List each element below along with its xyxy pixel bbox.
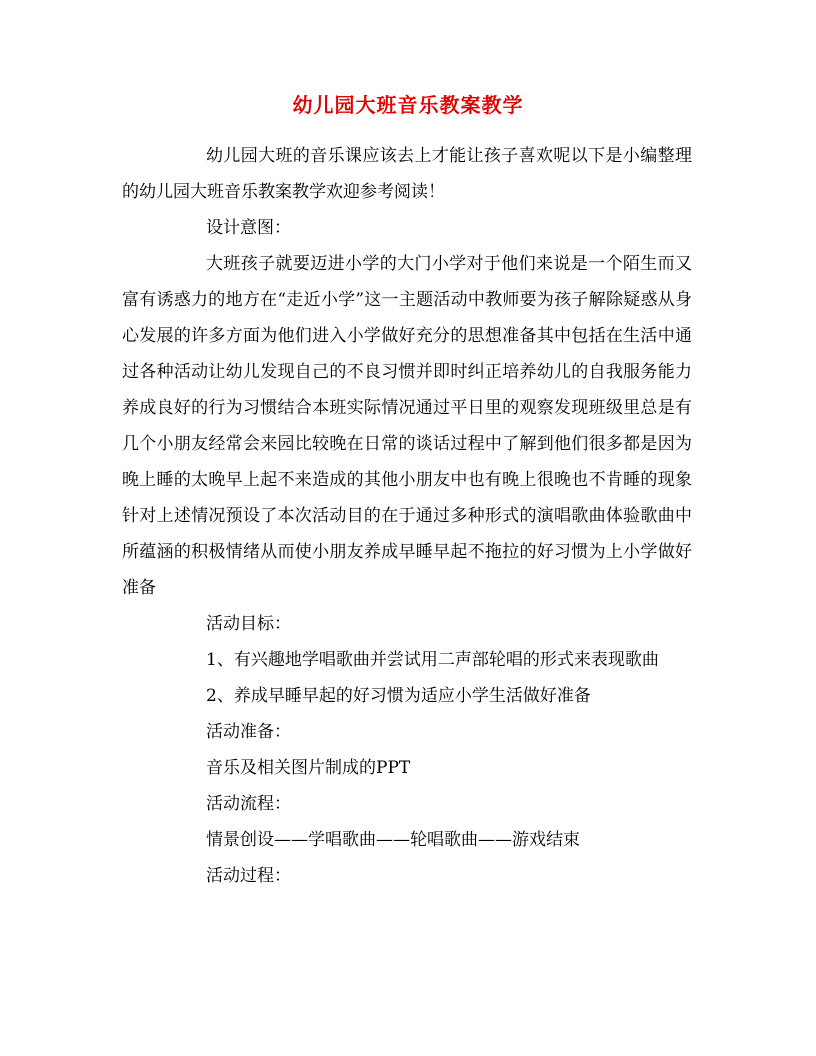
document-body (122, 138, 692, 894)
activity-process-heading: 活动过程： (206, 866, 291, 886)
activity-preparation-heading: 活动准备： (206, 722, 291, 742)
activity-flow-heading: 活动流程： (206, 794, 291, 814)
document-title: 幼儿园大班音乐教案教学 (292, 93, 524, 117)
goal-item-2: 2、养成早睡早起的好习惯为适应小学生活做好准备 (206, 686, 591, 706)
activity-preparation-text: 音乐及相关图片制成的PPT (206, 758, 411, 778)
design-intent-heading: 设计意图： (206, 218, 291, 238)
activity-goals-heading: 活动目标： (206, 614, 291, 634)
design-intent-paragraph: 大班孩子就要迈进小学的大门小学对于他们来说是一个陌生而又富有诱惑力的地方在“走近小学”这一主题活动中教师要为孩子解除疑惑从身心发展的许多方面为他们进入小学做好充分的思想准备其中包括在生活中通过各种活动让幼儿发现自己的不良习惯并即时纠正培养幼儿的自我服务能力养成良好的行为习惯结合本班实际情况通过平日里的观察发现班级里总是有几个小朋友经常会来园比较晚在日常的谈话过程中了解到他们很多都是因为晚上睡的太晚早上起不来造成的其他小朋友中也有晚上很晚也不肯睡的现象针对上述情况预设了本次活动目的在于通过多种形式的演唱歌曲体验歌曲中所蕴涵的积极情绪从而使小朋友养成早睡早起不拖拉的好习惯为上小学做好准备 (122, 254, 692, 598)
activity-flow-text: 情景创设——学唱歌曲——轮唱歌曲——游戏结束 (206, 830, 580, 850)
goal-item-1: 1、有兴趣地学唱歌曲并尝试用二声部轮唱的形式来表现歌曲 (206, 650, 659, 670)
intro-paragraph: 幼儿园大班的音乐课应该去上才能让孩子喜欢呢以下是小编整理的幼儿园大班音乐教案教学欢迎参考阅读！ (122, 146, 692, 202)
